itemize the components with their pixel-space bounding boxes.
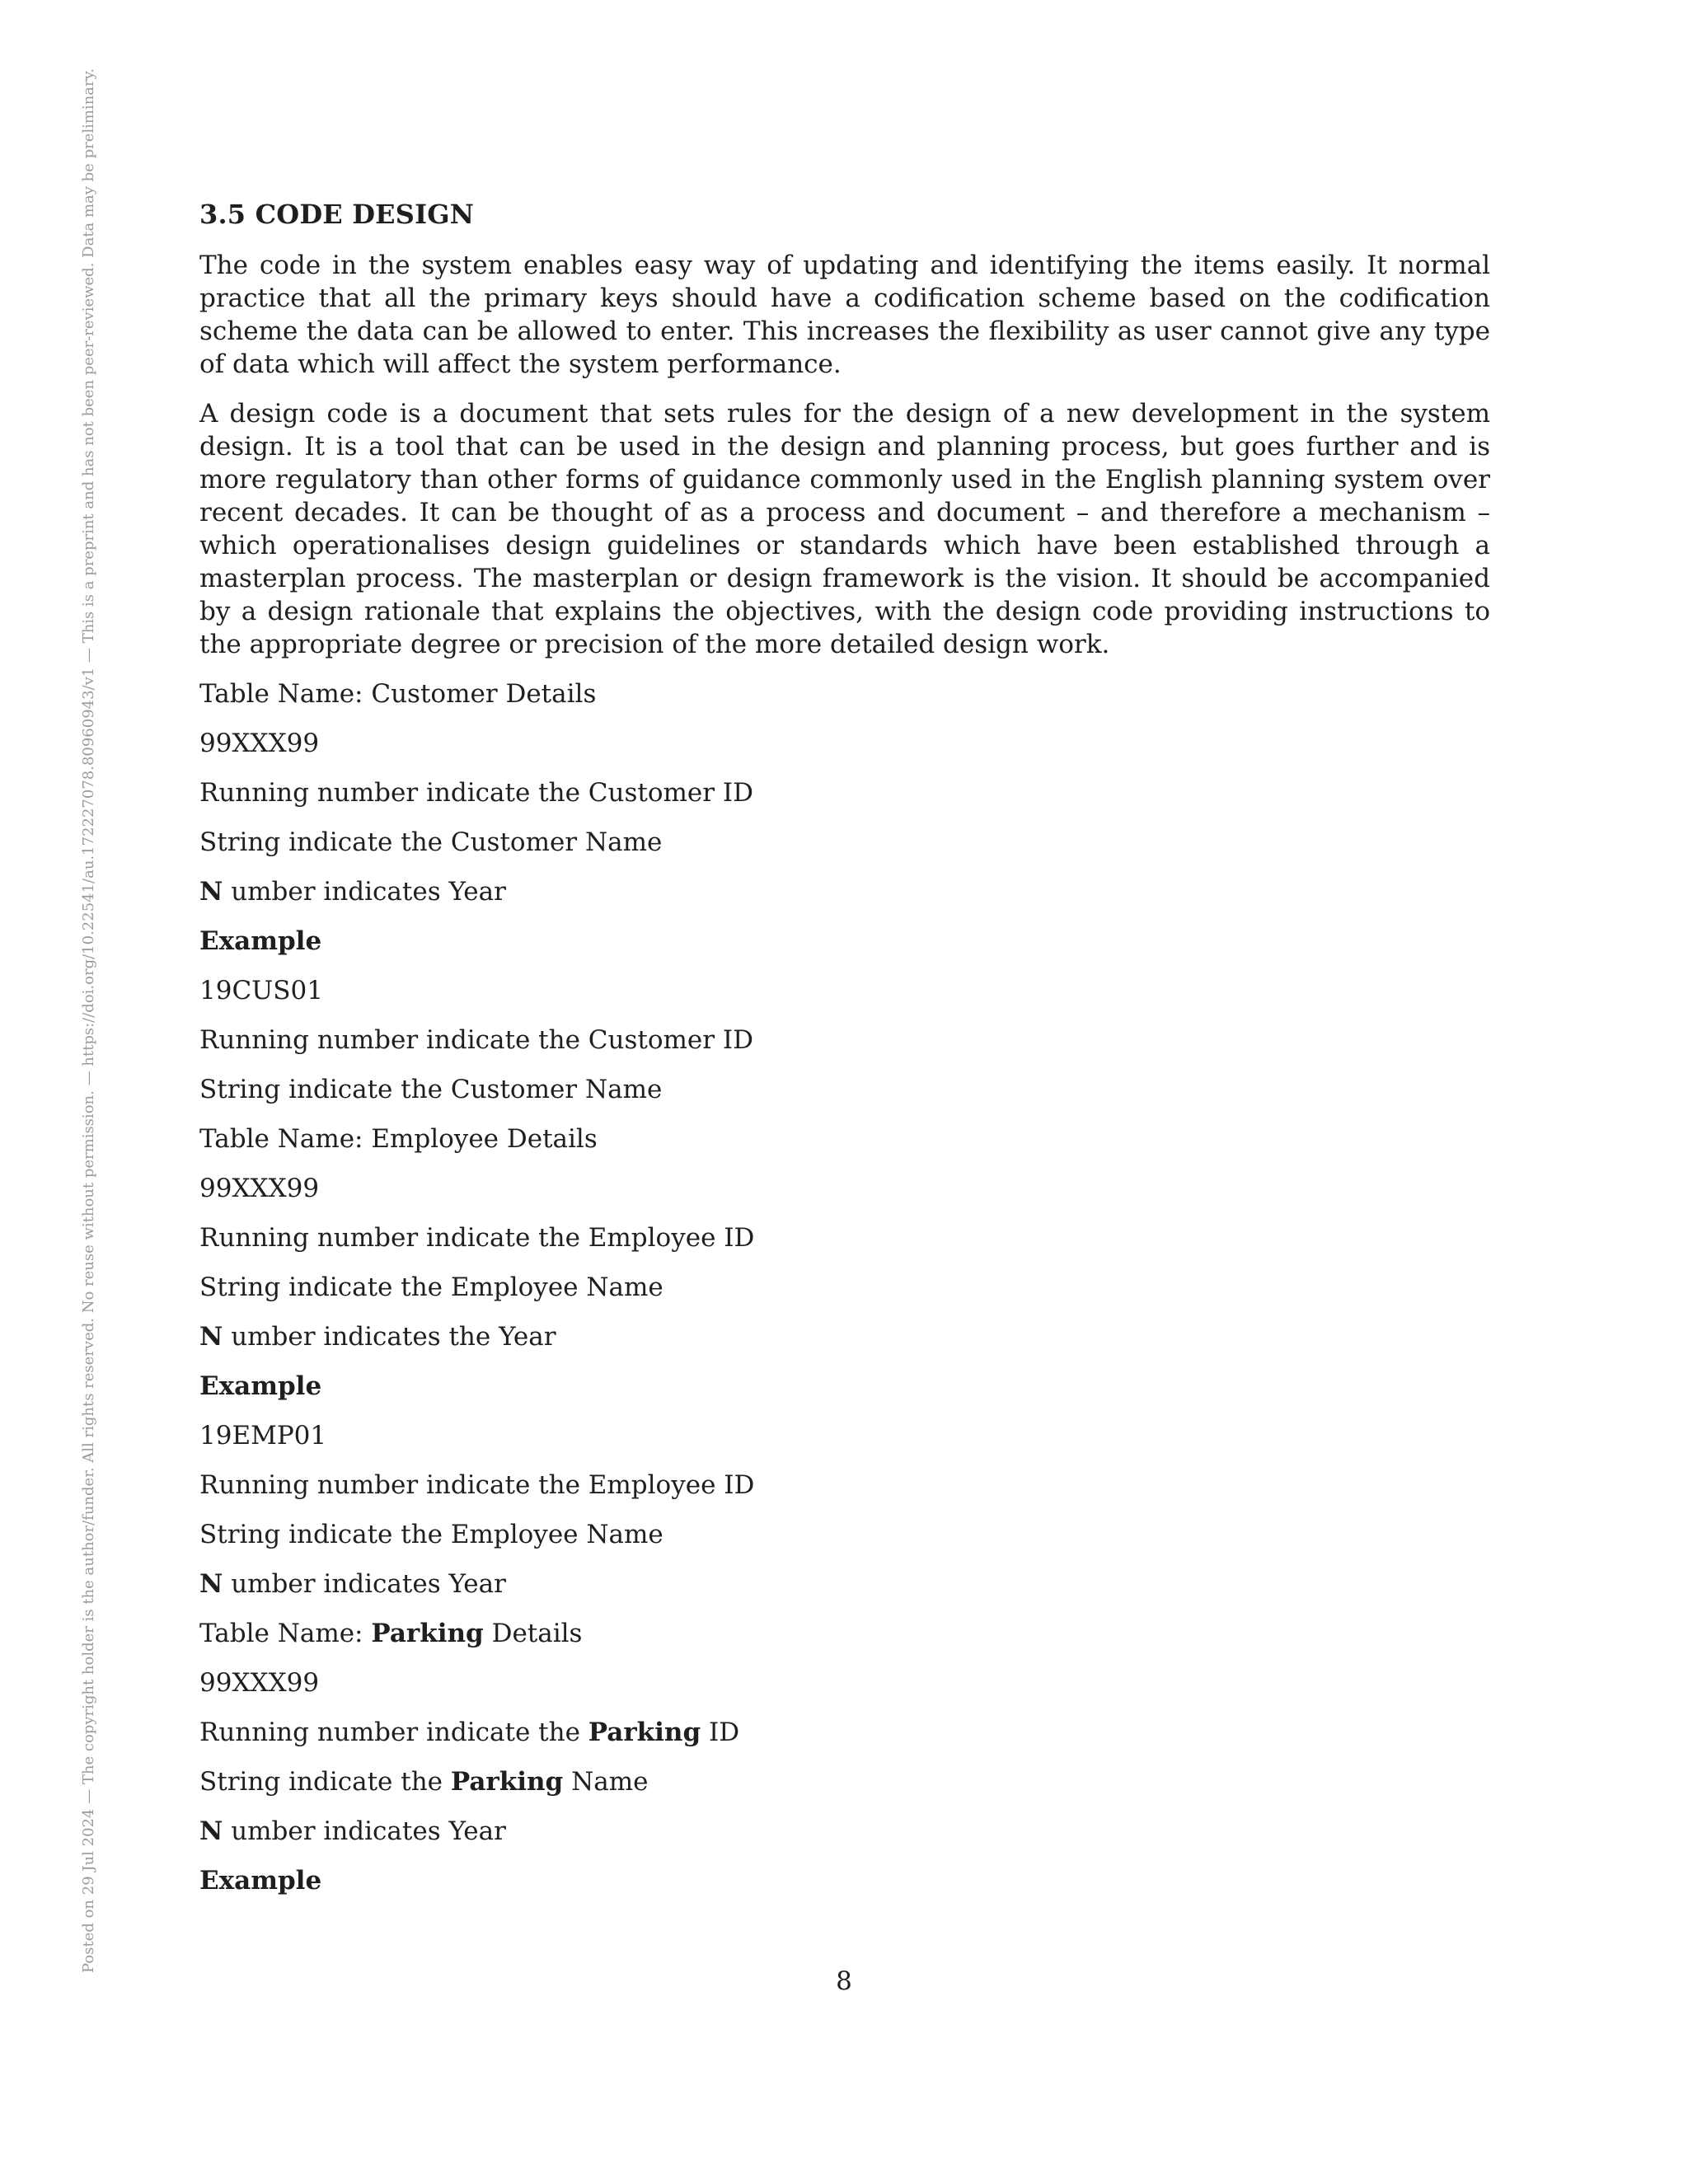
customer-year-initial: N	[199, 877, 223, 907]
parking-string-prefix: String indicate the	[199, 1767, 451, 1797]
parking-string-keyword: Parking	[450, 1767, 564, 1797]
preprint-margin-note: Posted on 29 Jul 2024 — The copyright holder is the author/funder. All rights reserved. No reuse without permission. — https://doi.org/10.22541/au.172227078.80960943/v1 — This is a preprint and has not been peer-reviewed. Data may be preliminary.	[80, 68, 97, 1973]
parking-table-suffix: Details	[483, 1619, 583, 1648]
employee-example-running-number-note: Running number indicate the Employee ID	[199, 1470, 755, 1500]
parking-year-rest: umber indicates Year	[223, 1816, 506, 1846]
employee-example-year-initial: N	[199, 1569, 223, 1599]
customer-example-code: 19CUS01	[199, 976, 323, 1005]
employee-year-initial: N	[199, 1322, 223, 1352]
parking-table-name	[199, 1617, 1490, 1666]
parking-table-keyword: Parking	[371, 1619, 484, 1648]
parking-running-number-keyword: Parking	[588, 1718, 701, 1747]
customer-year-note	[199, 875, 1490, 925]
section-title: 3.5 CODE DESIGN	[199, 199, 475, 230]
employee-example-heading: Example	[199, 1371, 322, 1401]
employee-running-number-note: Running number indicate the Employee ID	[199, 1223, 755, 1253]
customer-running-number-note: Running number indicate the Customer ID	[199, 778, 753, 808]
customer-example-running-number-note: Running number indicate the Customer ID	[199, 1025, 753, 1055]
customer-example-string-note: String indicate the Customer Name	[199, 1075, 663, 1104]
parking-running-number-suffix: ID	[701, 1718, 740, 1747]
parking-example-heading: Example	[199, 1866, 322, 1896]
employee-example-code: 19EMP01	[199, 1421, 327, 1451]
employee-code-format: 99XXX99	[199, 1174, 320, 1203]
parking-string-suffix: Name	[563, 1767, 649, 1797]
customer-year-rest: umber indicates Year	[223, 877, 506, 907]
parking-running-number-note	[199, 1716, 1490, 1765]
employee-year-rest: umber indicates the Year	[223, 1322, 556, 1352]
employee-table-name: Table Name: Employee Details	[199, 1124, 598, 1154]
customer-example-heading: Example	[199, 926, 322, 956]
customer-string-note: String indicate the Customer Name	[199, 827, 663, 857]
employee-example-year-note	[199, 1568, 1490, 1617]
parking-table-label: Table Name:	[199, 1619, 372, 1648]
parking-code-format: 99XXX99	[199, 1668, 320, 1698]
employee-year-note	[199, 1320, 1490, 1370]
parking-year-initial: N	[199, 1816, 223, 1846]
parking-string-note	[199, 1765, 1490, 1815]
page-content	[199, 198, 1490, 1914]
parking-year-note	[199, 1815, 1490, 1864]
customer-table-name: Table Name: Customer Details	[199, 679, 597, 709]
customer-code-format: 99XXX99	[199, 729, 320, 758]
employee-example-string-note: String indicate the Employee Name	[199, 1520, 663, 1549]
employee-string-note: String indicate the Employee Name	[199, 1272, 663, 1302]
page-number: 8	[836, 1966, 852, 1996]
paragraph-code-intro: The code in the system enables easy way of updating and identifying the items easily. It normal practice that all the primary keys should have a codification scheme based on the codification scheme the data can be allowed to enter. This increases the flexibility as user cannot give any type of data which will affect the system performance.	[199, 251, 1490, 379]
paragraph-design-code: A design code is a document that sets rules for the design of a new development in the system design. It is a tool that can be used in the design and planning process, but goes further and is more regulatory than other forms of guidance commonly used in the English planning system over recent decades. It can be thought of as a process and document – and therefore a mechanism – which operationalises design guidelines or standards which have been established through a masterplan process. The masterplan or design framework is the vision. It should be accompanied by a design rationale that explains the objectives, with the design code providing instructions to the appropriate degree or precision of the more detailed design work.	[199, 399, 1490, 659]
parking-running-number-prefix: Running number indicate the	[199, 1718, 588, 1747]
employee-example-year-rest: umber indicates Year	[223, 1569, 506, 1599]
